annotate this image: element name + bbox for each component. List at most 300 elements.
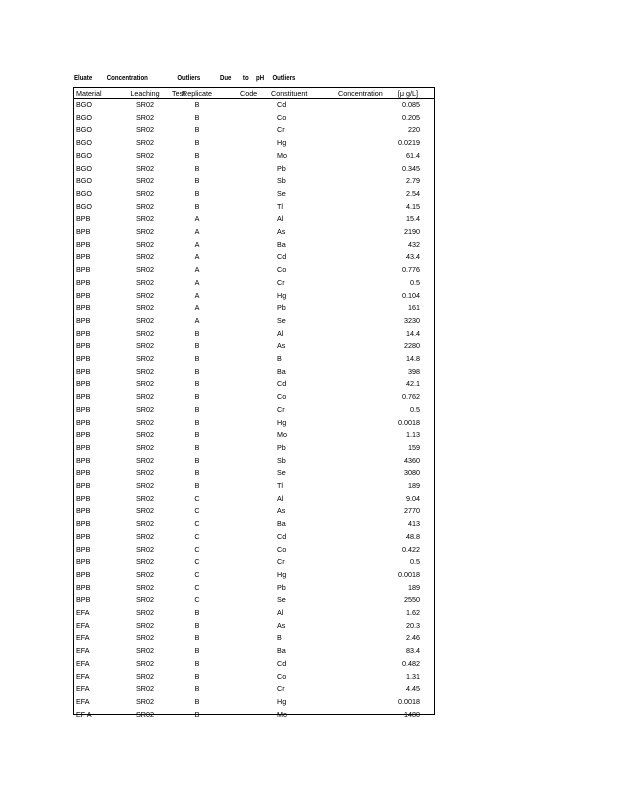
header-test: Test bbox=[172, 89, 186, 98]
header-constituent: Constituent bbox=[271, 89, 308, 98]
cell-constituent: Se bbox=[277, 468, 286, 478]
cell-replicate: C bbox=[194, 595, 200, 605]
cell-leaching: SR02 bbox=[136, 366, 154, 376]
table-row bbox=[74, 480, 434, 493]
cell-material: BGO bbox=[76, 138, 92, 148]
cell-material: BPB bbox=[76, 315, 91, 325]
cell-concentration: 1.31 bbox=[406, 671, 420, 681]
table-row bbox=[74, 594, 434, 607]
cell-replicate: A bbox=[194, 214, 200, 224]
cell-replicate: A bbox=[194, 315, 200, 325]
cell-concentration: 220 bbox=[408, 125, 420, 135]
table-row bbox=[74, 531, 434, 544]
cell-material: BGO bbox=[76, 125, 92, 135]
cell-concentration: 0.5 bbox=[410, 557, 420, 567]
cell-concentration: 20.3 bbox=[406, 620, 420, 630]
cell-leaching: SR02 bbox=[136, 519, 154, 529]
title-ph: pH bbox=[256, 73, 265, 82]
cell-constituent: Ba bbox=[277, 646, 286, 656]
table-row bbox=[74, 150, 434, 163]
cell-replicate: B bbox=[194, 684, 200, 694]
cell-material: BPB bbox=[76, 442, 91, 452]
table-row bbox=[74, 544, 434, 557]
table-row bbox=[74, 99, 434, 112]
cell-material: EFA bbox=[76, 658, 90, 668]
cell-concentration: 0.205 bbox=[402, 112, 420, 122]
cell-concentration: 4360 bbox=[404, 455, 420, 465]
table-header bbox=[74, 88, 434, 99]
cell-constituent: Co bbox=[277, 671, 287, 681]
cell-material: BPB bbox=[76, 493, 91, 503]
cell-leaching: SR02 bbox=[136, 315, 154, 325]
cell-material: BPB bbox=[76, 544, 91, 554]
cell-replicate: A bbox=[194, 252, 200, 262]
cell-leaching: SR02 bbox=[136, 112, 154, 122]
cell-leaching: SR02 bbox=[136, 138, 154, 148]
cell-replicate: B bbox=[194, 417, 200, 427]
cell-concentration: 0.104 bbox=[402, 290, 420, 300]
cell-material: BPB bbox=[76, 404, 91, 414]
cell-concentration: 14.4 bbox=[406, 328, 420, 338]
cell-constituent: Pb bbox=[277, 442, 286, 452]
title-due: Due bbox=[219, 73, 232, 82]
table-row bbox=[74, 632, 434, 645]
cell-leaching: SR02 bbox=[136, 201, 154, 211]
table-row bbox=[74, 137, 434, 150]
cell-concentration: 43.4 bbox=[406, 252, 420, 262]
cell-replicate: C bbox=[194, 582, 200, 592]
table-row bbox=[74, 340, 434, 353]
cell-material: BGO bbox=[76, 150, 92, 160]
cell-material: BGO bbox=[76, 188, 92, 198]
cell-replicate: A bbox=[194, 227, 200, 236]
cell-constituent: Hg bbox=[277, 290, 287, 300]
cell-constituent: Tl bbox=[277, 481, 283, 490]
cell-replicate: B bbox=[194, 671, 200, 681]
cell-leaching: SR02 bbox=[136, 430, 154, 440]
cell-replicate: B bbox=[194, 633, 200, 643]
cell-material: BGO bbox=[76, 176, 92, 186]
cell-concentration: 2.54 bbox=[406, 188, 420, 198]
table-row bbox=[74, 315, 434, 328]
cell-replicate: B bbox=[194, 379, 200, 389]
table-row bbox=[74, 366, 434, 379]
cell-replicate: B bbox=[194, 125, 200, 135]
cell-constituent: Ba bbox=[277, 239, 286, 249]
cell-concentration: 61.4 bbox=[406, 150, 420, 160]
cell-constituent: Co bbox=[277, 544, 287, 554]
table-row bbox=[74, 505, 434, 518]
cell-material: BGO bbox=[76, 201, 92, 211]
cell-replicate: A bbox=[194, 277, 200, 287]
cell-material: EFA bbox=[76, 696, 90, 706]
cell-replicate: B bbox=[194, 658, 200, 668]
cell-concentration: 0.0018 bbox=[398, 569, 420, 579]
data-table bbox=[73, 87, 435, 719]
cell-material: BPB bbox=[76, 354, 91, 363]
cell-material: BPB bbox=[76, 227, 91, 236]
table-row bbox=[74, 556, 434, 569]
table-row bbox=[74, 569, 434, 582]
cell-concentration: 398 bbox=[408, 366, 420, 376]
cell-material: BPB bbox=[76, 506, 91, 516]
cell-concentration: 0.482 bbox=[402, 658, 420, 668]
header-code: Code bbox=[240, 89, 258, 98]
cell-replicate: B bbox=[194, 150, 200, 160]
cell-constituent: Cr bbox=[277, 125, 285, 135]
cell-concentration: 0.776 bbox=[402, 265, 420, 275]
cell-leaching: SR02 bbox=[136, 392, 154, 402]
cell-replicate: B bbox=[194, 354, 200, 363]
cell-material: BGO bbox=[76, 100, 92, 109]
cell-material: BPB bbox=[76, 277, 91, 287]
cell-material: EFA bbox=[76, 646, 90, 656]
cell-material: BPB bbox=[76, 468, 91, 478]
table-row bbox=[74, 328, 434, 341]
cell-leaching: SR02 bbox=[136, 100, 154, 109]
cell-constituent: Pb bbox=[277, 163, 286, 173]
cell-concentration: 1.62 bbox=[406, 608, 420, 617]
cell-concentration: 189 bbox=[408, 481, 420, 490]
cell-replicate: C bbox=[194, 519, 200, 529]
cell-leaching: SR02 bbox=[136, 328, 154, 338]
cell-leaching: SR02 bbox=[136, 277, 154, 287]
cell-replicate: B bbox=[194, 328, 200, 338]
cell-replicate: B bbox=[194, 430, 200, 440]
cell-material: BPB bbox=[76, 582, 91, 592]
cell-leaching: SR02 bbox=[136, 633, 154, 643]
cell-constituent: Cr bbox=[277, 684, 285, 694]
cell-leaching: SR02 bbox=[136, 684, 154, 694]
cell-concentration: 2.79 bbox=[406, 176, 420, 186]
cell-material: EFA bbox=[76, 633, 90, 643]
cell-constituent: Mo bbox=[277, 430, 287, 440]
cell-concentration: 48.8 bbox=[406, 531, 420, 541]
cell-replicate: B bbox=[194, 608, 200, 617]
table-row bbox=[74, 429, 434, 442]
cell-constituent: Co bbox=[277, 112, 287, 122]
cell-replicate: B bbox=[194, 366, 200, 376]
cell-concentration: 2.46 bbox=[406, 633, 420, 643]
header-replicate: Replicate bbox=[182, 89, 212, 98]
title-eluate: Eluate bbox=[74, 73, 93, 82]
table-row bbox=[74, 658, 434, 671]
cell-leaching: SR02 bbox=[136, 354, 154, 363]
cell-concentration: 83.4 bbox=[406, 646, 420, 656]
cell-constituent: Ba bbox=[277, 519, 286, 529]
table-row bbox=[74, 709, 434, 722]
cell-constituent: Al bbox=[277, 328, 284, 338]
cell-constituent: As bbox=[277, 227, 286, 236]
cell-concentration: 3080 bbox=[404, 468, 420, 478]
cell-constituent: Cr bbox=[277, 277, 285, 287]
cell-concentration: 159 bbox=[408, 442, 420, 452]
cell-replicate: A bbox=[194, 290, 200, 300]
cell-concentration: 0.085 bbox=[402, 100, 420, 109]
cell-leaching: SR02 bbox=[136, 125, 154, 135]
cell-concentration: 0.762 bbox=[402, 392, 420, 402]
cell-material: BPB bbox=[76, 417, 91, 427]
cell-constituent: Cd bbox=[277, 658, 287, 668]
cell-leaching: SR02 bbox=[136, 544, 154, 554]
cell-replicate: B bbox=[194, 112, 200, 122]
cell-concentration: 2770 bbox=[404, 506, 420, 516]
cell-material: BPB bbox=[76, 239, 91, 249]
cell-replicate: B bbox=[194, 201, 200, 211]
table-row bbox=[74, 391, 434, 404]
cell-constituent: Co bbox=[277, 265, 287, 275]
cell-concentration: 161 bbox=[408, 303, 420, 313]
title-outliers: Outliers bbox=[177, 73, 201, 82]
cell-material: BPB bbox=[76, 569, 91, 579]
table-row bbox=[74, 696, 434, 709]
cell-constituent: Cr bbox=[277, 557, 285, 567]
cell-concentration: 2190 bbox=[404, 227, 420, 236]
cell-constituent: Cd bbox=[277, 252, 287, 262]
table-row bbox=[74, 442, 434, 455]
cell-material: BPB bbox=[76, 519, 91, 529]
cell-leaching: SR02 bbox=[136, 176, 154, 186]
cell-constituent: Co bbox=[277, 392, 287, 402]
cell-material: BPB bbox=[76, 341, 91, 351]
table-row bbox=[74, 226, 434, 239]
cell-replicate: B bbox=[194, 468, 200, 478]
cell-leaching: SR02 bbox=[136, 341, 154, 351]
cell-material: BPB bbox=[76, 328, 91, 338]
cell-leaching: SR02 bbox=[136, 531, 154, 541]
cell-constituent: Tl bbox=[277, 201, 283, 211]
cell-constituent: Se bbox=[277, 188, 286, 198]
cell-leaching: SR02 bbox=[136, 506, 154, 516]
table-row bbox=[74, 353, 434, 366]
cell-leaching: SR02 bbox=[136, 468, 154, 478]
cell-leaching: SR02 bbox=[136, 569, 154, 579]
table-row bbox=[74, 455, 434, 468]
cell-concentration: 413 bbox=[408, 519, 420, 529]
cell-leaching: SR02 bbox=[136, 455, 154, 465]
cell-concentration: 15.4 bbox=[406, 214, 420, 224]
cell-constituent: Ba bbox=[277, 366, 286, 376]
cell-concentration: 0.422 bbox=[402, 544, 420, 554]
cell-constituent: As bbox=[277, 341, 286, 351]
cell-constituent: Hg bbox=[277, 569, 287, 579]
cell-material: BPB bbox=[76, 392, 91, 402]
table-row bbox=[74, 582, 434, 595]
table-row bbox=[74, 620, 434, 633]
cell-leaching: SR02 bbox=[136, 214, 154, 224]
cell-constituent: Pb bbox=[277, 303, 286, 313]
cell-concentration: 3230 bbox=[404, 315, 420, 325]
cell-replicate: B bbox=[194, 100, 200, 109]
table-row bbox=[74, 378, 434, 391]
header-leaching: Leaching bbox=[130, 89, 160, 98]
cell-concentration: 1.13 bbox=[406, 430, 420, 440]
cell-material: BPB bbox=[76, 265, 91, 275]
cell-leaching: SR02 bbox=[136, 582, 154, 592]
cell-replicate: B bbox=[194, 163, 200, 173]
cell-concentration: 4.15 bbox=[406, 201, 420, 211]
table-row bbox=[74, 213, 434, 226]
cell-replicate: B bbox=[194, 620, 200, 630]
cell-leaching: SR02 bbox=[136, 404, 154, 414]
cell-concentration: 0.5 bbox=[410, 404, 420, 414]
cell-constituent: Mo bbox=[277, 150, 287, 160]
cell-leaching: SR02 bbox=[136, 188, 154, 198]
header-unit: [μ g/L] bbox=[397, 89, 418, 98]
cell-leaching: SR02 bbox=[136, 493, 154, 503]
cell-replicate: B bbox=[194, 341, 200, 351]
title-to: to bbox=[242, 73, 249, 82]
cell-concentration: 189 bbox=[408, 582, 420, 592]
cell-leaching: SR02 bbox=[136, 303, 154, 313]
cell-material: BPB bbox=[76, 430, 91, 440]
cell-replicate: A bbox=[194, 239, 200, 249]
cell-material: EF A bbox=[76, 709, 92, 719]
table-row bbox=[74, 251, 434, 264]
cell-leaching: SR02 bbox=[136, 658, 154, 668]
table-row bbox=[74, 671, 434, 684]
cell-replicate: C bbox=[194, 557, 200, 567]
cell-replicate: A bbox=[194, 303, 200, 313]
cell-replicate: B bbox=[194, 696, 200, 706]
cell-constituent: Cd bbox=[277, 531, 287, 541]
table-row bbox=[74, 124, 434, 137]
cell-material: EFA bbox=[76, 620, 90, 630]
title-concentration: Concentration bbox=[106, 73, 148, 82]
cell-leaching: SR02 bbox=[136, 379, 154, 389]
cell-leaching: SR02 bbox=[136, 595, 154, 605]
table-row bbox=[74, 239, 434, 252]
table-row bbox=[74, 264, 434, 277]
cell-leaching: SR02 bbox=[136, 290, 154, 300]
table-row bbox=[74, 290, 434, 303]
cell-material: EFA bbox=[76, 671, 90, 681]
cell-constituent: B bbox=[277, 633, 282, 643]
cell-constituent: Mo bbox=[277, 709, 287, 719]
cell-constituent: Pb bbox=[277, 582, 286, 592]
cell-replicate: A bbox=[194, 265, 200, 275]
cell-replicate: C bbox=[194, 569, 200, 579]
table-row bbox=[74, 467, 434, 480]
table-row bbox=[74, 645, 434, 658]
cell-concentration: 0.5 bbox=[410, 277, 420, 287]
cell-material: BPB bbox=[76, 531, 91, 541]
cell-material: EFA bbox=[76, 684, 90, 694]
cell-concentration: 2550 bbox=[404, 595, 420, 605]
cell-material: BPB bbox=[76, 252, 91, 262]
cell-leaching: SR02 bbox=[136, 620, 154, 630]
cell-constituent: Hg bbox=[277, 417, 287, 427]
cell-leaching: SR02 bbox=[136, 252, 154, 262]
cell-concentration: 0.0018 bbox=[398, 696, 420, 706]
cell-material: BPB bbox=[76, 214, 91, 224]
cell-leaching: SR02 bbox=[136, 608, 154, 617]
cell-leaching: SR02 bbox=[136, 417, 154, 427]
cell-concentration: 2280 bbox=[404, 341, 420, 351]
cell-leaching: SR02 bbox=[136, 481, 154, 490]
cell-constituent: Al bbox=[277, 214, 284, 224]
cell-constituent: Hg bbox=[277, 138, 287, 148]
table-row bbox=[74, 175, 434, 188]
cell-replicate: B bbox=[194, 455, 200, 465]
cell-leaching: SR02 bbox=[136, 150, 154, 160]
table-row bbox=[74, 404, 434, 417]
table-row bbox=[74, 607, 434, 620]
cell-constituent: As bbox=[277, 506, 286, 516]
cell-constituent: Al bbox=[277, 608, 284, 617]
cell-constituent: Cd bbox=[277, 379, 287, 389]
table-row bbox=[74, 277, 434, 290]
cell-concentration: 0.0219 bbox=[398, 138, 420, 148]
cell-replicate: B bbox=[194, 481, 200, 490]
cell-constituent: Se bbox=[277, 595, 286, 605]
cell-concentration: 4.45 bbox=[406, 684, 420, 694]
cell-material: BGO bbox=[76, 163, 92, 173]
cell-constituent: Al bbox=[277, 493, 284, 503]
cell-replicate: B bbox=[194, 646, 200, 656]
cell-replicate: C bbox=[194, 531, 200, 541]
table-row bbox=[74, 493, 434, 506]
cell-leaching: SR02 bbox=[136, 709, 154, 719]
cell-material: BPB bbox=[76, 379, 91, 389]
header-material: Material bbox=[76, 89, 102, 98]
table-row bbox=[74, 201, 434, 214]
cell-material: BPB bbox=[76, 557, 91, 567]
cell-concentration: 432 bbox=[408, 239, 420, 249]
cell-leaching: SR02 bbox=[136, 646, 154, 656]
cell-material: EFA bbox=[76, 608, 90, 617]
table-row bbox=[74, 163, 434, 176]
cell-constituent: Sb bbox=[277, 176, 286, 186]
cell-constituent: Cr bbox=[277, 404, 285, 414]
cell-leaching: SR02 bbox=[136, 227, 154, 236]
cell-material: BPB bbox=[76, 455, 91, 465]
cell-replicate: B bbox=[194, 404, 200, 414]
cell-replicate: B bbox=[194, 138, 200, 148]
cell-leaching: SR02 bbox=[136, 442, 154, 452]
cell-material: BGO bbox=[76, 112, 92, 122]
cell-leaching: SR02 bbox=[136, 265, 154, 275]
cell-concentration: 0.345 bbox=[402, 163, 420, 173]
cell-material: BPB bbox=[76, 303, 91, 313]
table-row bbox=[74, 683, 434, 696]
table-row bbox=[74, 417, 434, 430]
cell-constituent: As bbox=[277, 620, 286, 630]
cell-material: BPB bbox=[76, 481, 91, 490]
cell-material: BPB bbox=[76, 595, 91, 605]
table-title-row bbox=[74, 73, 371, 85]
cell-replicate: B bbox=[194, 176, 200, 186]
cell-constituent: Sb bbox=[277, 455, 286, 465]
cell-replicate: C bbox=[194, 544, 200, 554]
table-row bbox=[74, 302, 434, 315]
cell-concentration: 14.8 bbox=[406, 354, 420, 363]
cell-leaching: SR02 bbox=[136, 696, 154, 706]
cell-replicate: B bbox=[194, 188, 200, 198]
cell-constituent: Se bbox=[277, 315, 286, 325]
table-row bbox=[74, 112, 434, 125]
cell-replicate: B bbox=[194, 442, 200, 452]
cell-constituent: B bbox=[277, 354, 282, 363]
cell-replicate: B bbox=[194, 392, 200, 402]
title-outliers-2: Outliers bbox=[272, 73, 296, 82]
cell-leaching: SR02 bbox=[136, 671, 154, 681]
cell-replicate: B bbox=[194, 709, 200, 719]
cell-constituent: Hg bbox=[277, 696, 287, 706]
cell-concentration: 9.04 bbox=[406, 493, 420, 503]
cell-leaching: SR02 bbox=[136, 163, 154, 173]
cell-material: BPB bbox=[76, 290, 91, 300]
